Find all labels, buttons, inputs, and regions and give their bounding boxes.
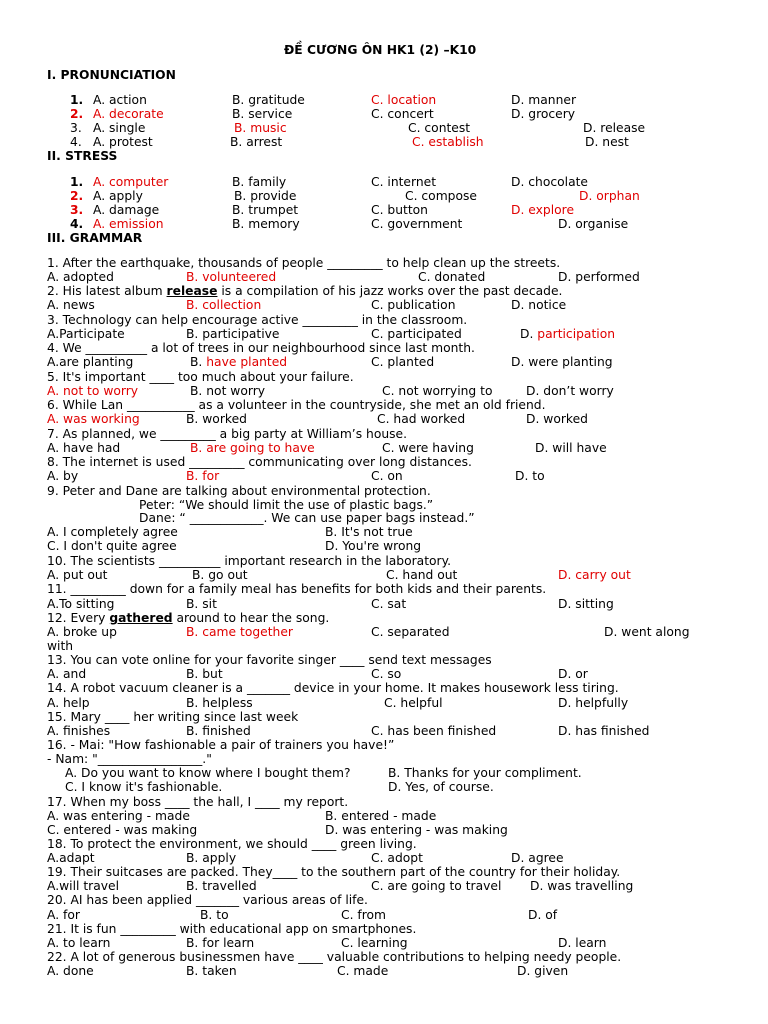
question-text: 4. We __________ a lot of trees in our neighbourhood since last month. xyxy=(47,341,475,355)
option: C. made xyxy=(337,964,389,978)
option: A. help xyxy=(47,696,90,710)
pron-answer: B. music xyxy=(234,121,287,135)
stress-answer: D. orphan xyxy=(579,189,640,203)
option: A. broke up xyxy=(47,625,117,639)
option: B. It's not true xyxy=(325,525,413,539)
stress-answer: A. emission xyxy=(93,217,164,231)
question-text: 1. After the earthquake, thousands of people _________ to help clean up the streets. xyxy=(47,256,561,270)
option: B. to xyxy=(200,908,229,922)
option: D. performed xyxy=(558,270,640,284)
option: D. was travelling xyxy=(530,879,634,893)
option: B. worked xyxy=(186,412,247,426)
option: C. entered - was making xyxy=(47,823,198,837)
question-text: 19. Their suitcases are packed. They____ to the southern part of the country for their holiday. xyxy=(47,865,621,879)
stress-option: A. damage xyxy=(93,203,160,217)
pron-num: 1. xyxy=(70,93,84,107)
stress-num: 2. xyxy=(70,189,84,203)
stress-option: C. internet xyxy=(371,175,437,189)
pron-num: 4. xyxy=(70,135,82,149)
question-text: 21. It is fun _________ with educational app on smartphones. xyxy=(47,922,417,936)
answer-option: A. was working xyxy=(47,412,140,426)
pron-option: A. action xyxy=(93,93,147,107)
option: B. not worry xyxy=(190,384,266,398)
option: C. helpful xyxy=(384,696,443,710)
stress-option: C. compose xyxy=(405,189,477,203)
option: B. helpless xyxy=(186,696,253,710)
option: B. sit xyxy=(186,597,217,611)
answer-option: B. are going to have xyxy=(190,441,315,455)
option: B. apply xyxy=(186,851,237,865)
option: C. participated xyxy=(371,327,462,341)
question-text: 9. Peter and Dane are talking about environmental protection. xyxy=(47,484,431,498)
section-stress: II. STRESS xyxy=(47,149,118,163)
dialogue-line: Dane: “ ____________. We can use paper bags instead.” xyxy=(139,511,475,525)
question-text: 8. The internet is used _________ communicating over long distances. xyxy=(47,455,472,469)
option: D. worked xyxy=(526,412,588,426)
dialogue-line: - Nam: "_________________." xyxy=(47,752,212,766)
stress-option: B. family xyxy=(232,175,287,189)
stress-num: 1. xyxy=(70,175,84,189)
question-text: 3. Technology can help encourage active _________ in the classroom. xyxy=(47,313,468,327)
answer-option: have planted xyxy=(206,355,288,369)
option: C. I know it's fashionable. xyxy=(65,780,223,794)
option: D. sitting xyxy=(558,597,614,611)
question-text: 7. As planned, we _________ a big party at William’s house. xyxy=(47,427,408,441)
stress-option: D. organise xyxy=(558,217,629,231)
option: D. You're wrong xyxy=(325,539,422,553)
option: C. sat xyxy=(371,597,407,611)
question-text: 11. _________ down for a family meal has benefits for both kids and their parents. xyxy=(47,582,547,596)
question-text: 6. While Lan ___________ as a volunteer in the countryside, she met an old friend. xyxy=(47,398,546,412)
pron-option: A. protest xyxy=(93,135,153,149)
answer-option: B. for xyxy=(186,469,220,483)
option-wrap: with xyxy=(47,639,74,653)
pron-option: B. gratitude xyxy=(232,93,305,107)
stress-option: C. government xyxy=(371,217,463,231)
stress-option: B. provide xyxy=(234,189,297,203)
pron-option: C. contest xyxy=(408,121,471,135)
option: D. of xyxy=(528,908,558,922)
option: A. finishes xyxy=(47,724,111,738)
pron-answer: C. location xyxy=(371,93,437,107)
option: C. were having xyxy=(382,441,474,455)
pron-num: 2. xyxy=(70,107,84,121)
option: B. but xyxy=(186,667,223,681)
option: A.are planting xyxy=(47,355,134,369)
question-text: 13. You can vote online for your favorite singer ____ send text messages xyxy=(47,653,492,667)
option: D. notice xyxy=(511,298,567,312)
option: A. done xyxy=(47,964,94,978)
option: D. given xyxy=(517,964,569,978)
stress-option: C. button xyxy=(371,203,428,217)
option: D. Yes, of course. xyxy=(388,780,494,794)
pron-option: B. arrest xyxy=(230,135,283,149)
answer-option: participation xyxy=(537,327,616,341)
option: A. by xyxy=(47,469,79,483)
answer-option: B. came together xyxy=(186,625,293,639)
answer-option: B. collection xyxy=(186,298,262,312)
pron-num: 3. xyxy=(70,121,82,135)
option: D. will have xyxy=(535,441,607,455)
question-text: 15. Mary ____ her writing since last week xyxy=(47,710,299,724)
option: C. donated xyxy=(418,270,486,284)
option: C. from xyxy=(341,908,387,922)
option: C. planted xyxy=(371,355,435,369)
section-grammar: III. GRAMMAR xyxy=(47,231,143,245)
option: B. entered - made xyxy=(325,809,437,823)
stress-answer: D. explore xyxy=(511,203,575,217)
option: A. put out xyxy=(47,568,108,582)
keyword: gathered xyxy=(109,611,173,625)
question-text: 10. The scientists __________ important research in the laboratory. xyxy=(47,554,452,568)
question-text: 20. AI has been applied _______ various areas of life. xyxy=(47,893,368,907)
option: D. has finished xyxy=(558,724,650,738)
option: C. not worrying to xyxy=(382,384,493,398)
option: B. for learn xyxy=(186,936,255,950)
option: A. I completely agree xyxy=(47,525,178,539)
option: C. are going to travel xyxy=(371,879,502,893)
pron-option: B. service xyxy=(232,107,293,121)
answer-option: B. volunteered xyxy=(186,270,277,284)
option: D. agree xyxy=(511,851,564,865)
option: A. and xyxy=(47,667,87,681)
stress-answer: A. computer xyxy=(93,175,169,189)
option: C. learning xyxy=(341,936,408,950)
option: A. news xyxy=(47,298,95,312)
option-with-answer: B. have planted xyxy=(190,355,288,369)
stress-option: A. apply xyxy=(93,189,143,203)
option: D. was entering - was making xyxy=(325,823,508,837)
option: B. Thanks for your compliment. xyxy=(388,766,582,780)
option: A.will travel xyxy=(47,879,119,893)
stress-option: B. trumpet xyxy=(232,203,299,217)
option-with-answer xyxy=(190,441,315,455)
option: A. adopted xyxy=(47,270,114,284)
stress-option: B. memory xyxy=(232,217,300,231)
question-text: 22. A lot of generous businessmen have ____ valuable contributions to helping needy people. xyxy=(47,950,622,964)
option: A. to learn xyxy=(47,936,111,950)
pron-option: C. concert xyxy=(371,107,434,121)
question-text: 5. It's important ____ too much about your failure. xyxy=(47,370,354,384)
option: A. have had xyxy=(47,441,121,455)
pron-option: D. manner xyxy=(511,93,577,107)
question-text: 16. - Mai: "How fashionable a pair of trainers you have!” xyxy=(47,738,395,752)
option: D. don’t worry xyxy=(526,384,614,398)
page-title: ĐỀ CƯƠNG ÔN HK1 (2) –K10 xyxy=(284,43,477,57)
option: A. for xyxy=(47,908,80,922)
question-text: 18. To protect the environment, we should ____ green living. xyxy=(47,837,417,851)
option: C. publication xyxy=(371,298,456,312)
option: C. separated xyxy=(371,625,450,639)
option-with-answer: D. participation xyxy=(520,327,616,341)
pron-option: D. nest xyxy=(585,135,629,149)
option: C. had worked xyxy=(377,412,466,426)
pron-answer: C. establish xyxy=(412,135,484,149)
option: C. has been finished xyxy=(371,724,497,738)
option: D. helpfully xyxy=(558,696,629,710)
question-text: 12. Every gathered around to hear the song. xyxy=(47,611,330,625)
option: C. I don't quite agree xyxy=(47,539,177,553)
question-text: 2. His latest album release is a compilation of his jazz works over the past decade. xyxy=(47,284,563,298)
pron-option: D. grocery xyxy=(511,107,576,121)
option: C. hand out xyxy=(386,568,458,582)
stress-num: 3. xyxy=(70,203,84,217)
option: A.adapt xyxy=(47,851,95,865)
option: C. so xyxy=(371,667,402,681)
keyword: release xyxy=(166,284,218,298)
pron-option: A. single xyxy=(93,121,146,135)
stress-num: 4. xyxy=(70,217,84,231)
answer-option: D. carry out xyxy=(558,568,631,582)
option: C. on xyxy=(371,469,403,483)
question-text: 17. When my boss ____ the hall, I ____ my report. xyxy=(47,795,349,809)
option: A.Participate xyxy=(47,327,125,341)
option: D. learn xyxy=(558,936,607,950)
option: D. or xyxy=(558,667,588,681)
pron-option: D. release xyxy=(583,121,646,135)
option: B. participative xyxy=(186,327,280,341)
option: B. go out xyxy=(192,568,248,582)
answer-option: A. not to worry xyxy=(47,384,139,398)
stress-option: D. chocolate xyxy=(511,175,588,189)
option: B. travelled xyxy=(186,879,257,893)
option: B. finished xyxy=(186,724,251,738)
dialogue-line: Peter: “We should limit the use of plastic bags.” xyxy=(139,498,434,512)
pron-answer: A. decorate xyxy=(93,107,164,121)
question-text: 14. A robot vacuum cleaner is a _______ device in your home. It makes housework less tiring. xyxy=(47,681,619,695)
option: D. to xyxy=(515,469,545,483)
option: A. was entering - made xyxy=(47,809,190,823)
option: A. Do you want to know where I bought them? xyxy=(65,766,351,780)
option: D. were planting xyxy=(511,355,613,369)
option: B. taken xyxy=(186,964,237,978)
option: A.To sitting xyxy=(47,597,115,611)
option: D. went along xyxy=(604,625,690,639)
option: C. adopt xyxy=(371,851,423,865)
section-pronunciation: I. PRONUNCIATION xyxy=(47,68,176,82)
